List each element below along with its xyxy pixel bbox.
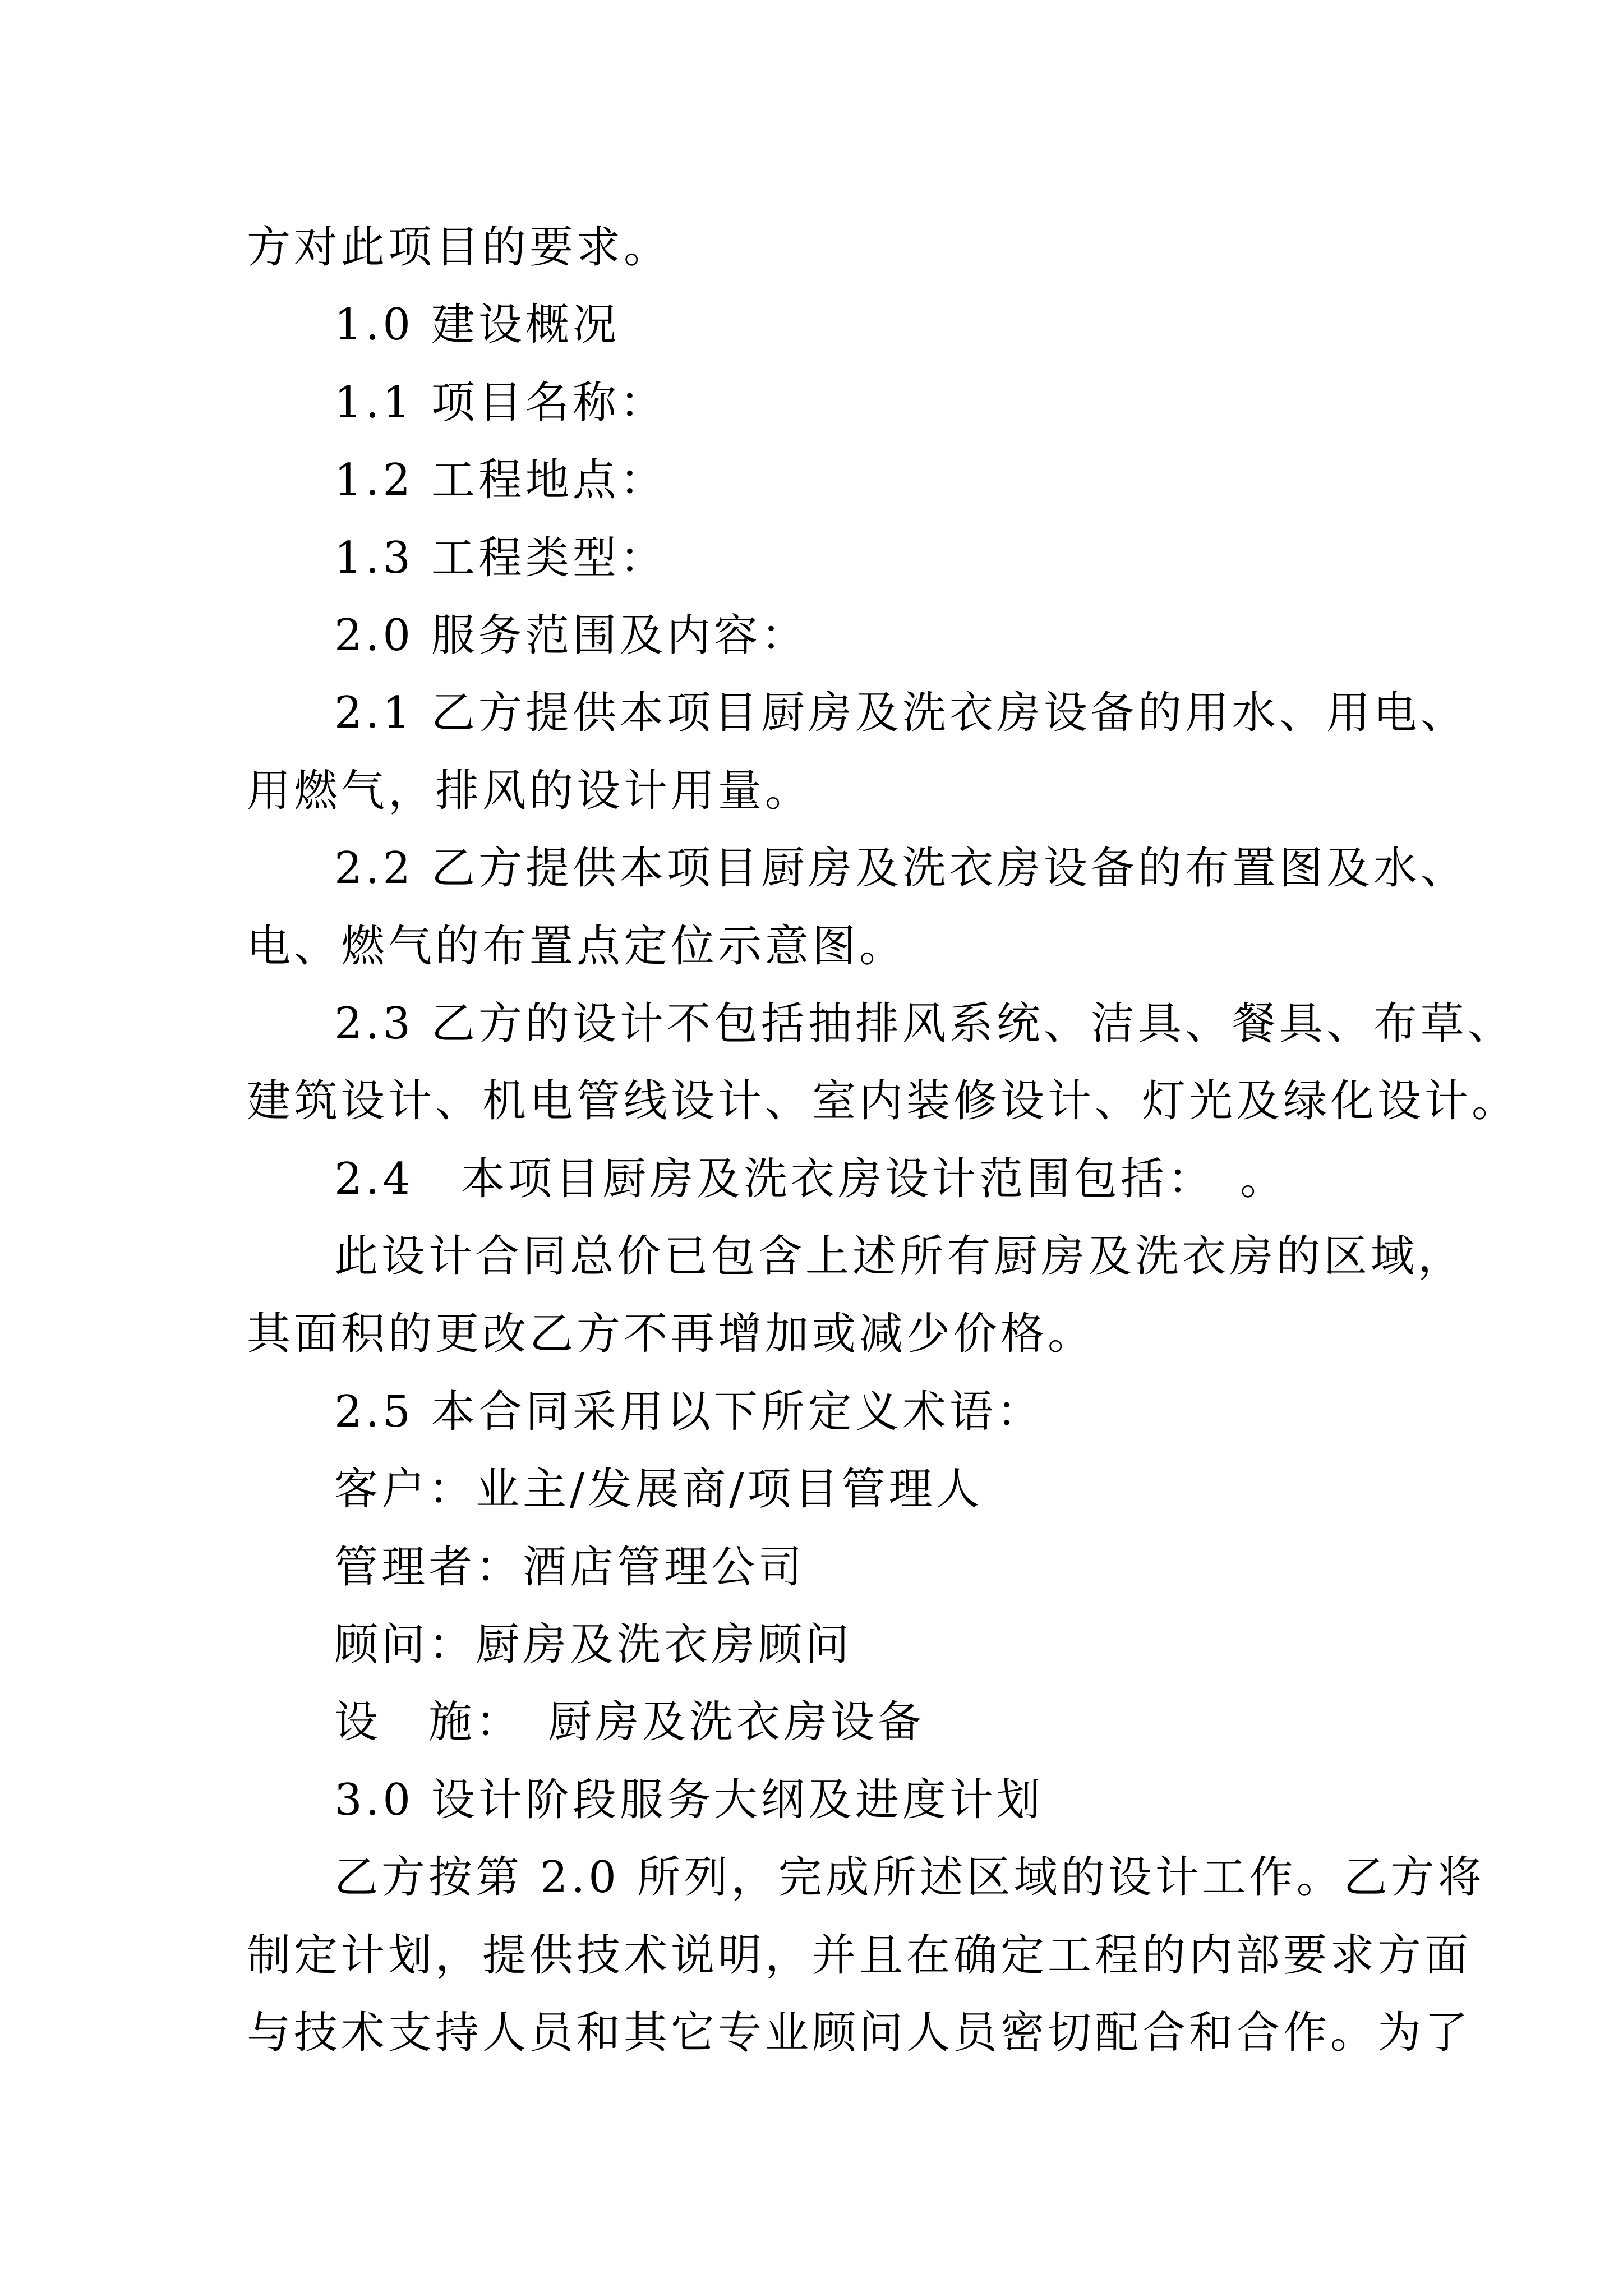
text-line: 制定计划，提供技术说明，并且在确定工程的内部要求方面 [247,1930,1472,1981]
text-line: 其面积的更改乙方不再增加或减少价格。 [247,1309,1095,1360]
text-line: 与技术支持人员和其它专业顾问人员密切配合和合作。为了 [247,2007,1472,2058]
text-line: 建筑设计、机电管线设计、室内装修设计、灯光及绿化设计。 [247,1076,1519,1127]
term-definition: 设 施： 厨房及洗衣房设备 [334,1697,925,1748]
text-line: 1.3 工程类型： [334,532,667,583]
text-line: 1.1 项目名称： [334,377,667,428]
text-line: 2.1 乙方提供本项目厨房及洗衣房设备的用水、用电、 [334,688,1468,739]
text-line: 电、燃气的布置点定位示意图。 [247,921,907,972]
text-line: 2.5 本合同采用以下所定义术语： [334,1386,1044,1437]
term-definition: 顾问：厨房及洗衣房顾问 [334,1619,853,1671]
text-line: 1.2 工程地点： [334,455,667,506]
text-line: 乙方按第 2.0 所列，完成所述区域的设计工作。乙方将 [334,1852,1485,1903]
section-heading: 2.0 服务范围及内容： [334,610,808,661]
text-line: 此设计合同总价已包含上述所有厨房及洗衣房的区域， [334,1231,1465,1282]
section-heading: 3.0 设计阶段服务大纲及进度计划 [334,1774,1044,1825]
text-line: 2.2 乙方提供本项目厨房及洗衣房设备的布置图及水、 [334,843,1468,894]
text-line: 2.4 本项目厨房及洗衣房设计范围包括： 。 [334,1153,1288,1204]
text-line: 方对此项目的要求。 [247,222,671,273]
text-line: 用燃气，排风的设计用量。 [247,765,813,816]
term-definition: 客户：业主/发展商/项目管理人 [334,1464,983,1515]
document-body [247,209,1519,2072]
term-definition: 管理者：酒店管理公司 [334,1542,806,1593]
text-line: 2.3 乙方的设计不包括抽排风系统、洁具、餐具、布草、 [334,998,1515,1049]
section-heading: 1.0 建设概况 [334,300,620,351]
